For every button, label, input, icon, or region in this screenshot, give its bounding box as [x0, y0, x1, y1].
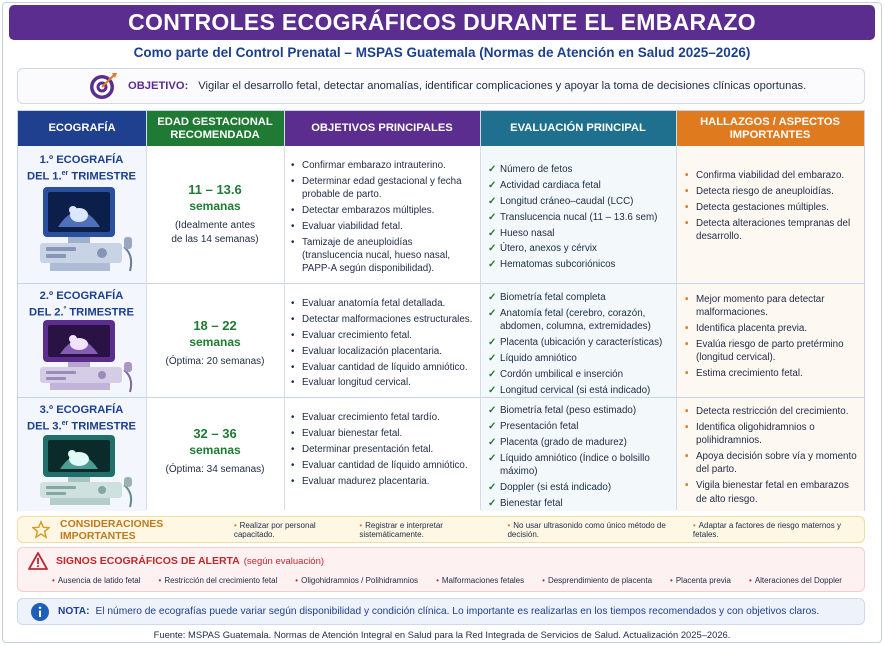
- header-hallazgos-line1: HALLAZGOS / ASPECTOS: [700, 115, 840, 128]
- evaluacion-item: ✓ Líquido amniótico: [488, 352, 672, 365]
- alert-item: [749, 576, 842, 585]
- bullet-icon: •: [158, 576, 162, 585]
- alert-item: [159, 576, 278, 585]
- hallazgo-item: • Mejor momento para detectar malformaciones.: [684, 293, 860, 320]
- ultrasound-machine-icon: [38, 185, 138, 277]
- objetivo-item: • Determinar edad gestacional y fecha probable de parto.: [290, 175, 476, 202]
- consideration-text: Realizar por personal capacitado.: [233, 520, 316, 539]
- col-divider: [480, 111, 481, 510]
- evaluacion-item: ✓ Translucencia nucal (11 – 13.6 sem): [488, 211, 672, 224]
- bullet-icon: •: [507, 520, 511, 530]
- row3-hallazgos-list: [684, 405, 860, 508]
- row2-evaluacion-list: [488, 291, 672, 400]
- row2-weeks: [146, 317, 284, 369]
- row3-weeks-note: (Óptima: 34 semanas): [165, 464, 265, 475]
- row3-title-line1: 3.º ECOGRAFÍA: [39, 404, 124, 416]
- consideration-item: [507, 521, 678, 539]
- alerts-sublabel: (según evaluación): [243, 555, 325, 567]
- bullet-icon: •: [749, 576, 752, 585]
- row2-weeks-range: 18 – 22: [193, 318, 237, 333]
- hallazgo-item: • Detecta gestaciones múltiples.: [684, 201, 860, 214]
- col-divider: [676, 111, 677, 510]
- consideration-item: [234, 521, 346, 539]
- objective-banner: [17, 68, 865, 104]
- consideration-text: No usar ultrasonido como único método de decisión.: [507, 520, 666, 539]
- objetivo-item: • Evaluar longitud cervical.: [290, 376, 476, 389]
- ultrasound-table: [17, 110, 865, 511]
- row-divider: [18, 397, 864, 398]
- header-evaluacion: [480, 111, 676, 146]
- source-citation: Fuente: MSPAS Guatemala. Normas de Atención Integral en Salud para la Red Integrada de Servicios de Salud. Actualización 2025–2026.: [153, 629, 731, 640]
- alert-text: Malformaciones fetales: [441, 576, 525, 585]
- row2-hallazgos-list: [684, 293, 860, 383]
- evaluacion-item: ✓ Biometría fetal completa: [488, 291, 672, 304]
- objective-label: OBJETIVO:: [128, 80, 189, 92]
- row3-title-pre: DEL 3.: [27, 420, 62, 433]
- row3-title: [18, 403, 145, 434]
- row1-title-line2: [18, 167, 145, 184]
- row1-title-post: TRIMESTRE: [68, 170, 136, 183]
- row2-weeks-unit: semanas: [189, 335, 241, 349]
- consideration-item: [359, 521, 493, 539]
- note-text: El número de ecografías puede variar según disponibilidad y condición clínica. Lo importante es realizarlas en los tiempos recomendados y con objetivos claros.: [95, 606, 820, 617]
- alerts-items: [52, 576, 860, 585]
- target-icon: [88, 71, 118, 101]
- bullet-icon: •: [670, 576, 673, 585]
- alerts-label: SIGNOS ECOGRÁFICOS DE ALERTA: [56, 555, 240, 567]
- evaluacion-item: ✓ Placenta (grado de madurez): [488, 436, 672, 449]
- evaluacion-item: ✓ Hueso nasal: [488, 227, 672, 240]
- objetivo-item: • Evaluar crecimiento fetal.: [290, 329, 476, 342]
- hallazgo-item: • Detecta restricción del crecimiento.: [684, 405, 860, 418]
- hallazgo-item: • Confirma viabilidad del embarazo.: [684, 169, 860, 182]
- hallazgo-item: • Detecta riesgo de aneuploidías.: [684, 185, 860, 198]
- bullet-icon: •: [436, 576, 439, 585]
- header-edad-line2: RECOMENDADA: [170, 128, 260, 141]
- row1-weeks-unit: semanas: [189, 199, 241, 213]
- hallazgo-item: • Identifica oligohidramnios o polihidramnios.: [684, 421, 860, 448]
- row3-title-post: TRIMESTRE: [68, 420, 136, 433]
- objetivo-item: • Evaluar crecimiento fetal tardío.: [290, 411, 476, 424]
- objetivo-item: • Evaluar localización placentaria.: [290, 345, 476, 358]
- bullet-icon: •: [542, 576, 545, 585]
- objetivo-item: • Tamizaje de aneuploidías (translucencia nucal, hueso nasal, PAPP-A según disponibilidad).: [290, 236, 476, 276]
- evaluacion-item: ✓ Bienestar fetal: [488, 497, 672, 510]
- row3-title-sup: er: [61, 420, 69, 427]
- row1-title-sup: er: [61, 170, 69, 177]
- objetivo-item: • Evaluar cantidad de líquido amniótico.: [290, 361, 476, 374]
- hallazgo-item: • Evalúa riesgo de parto pretérmino (longitud cervical).: [684, 338, 860, 365]
- objetivo-item: • Determinar presentación fetal.: [290, 443, 476, 456]
- hallazgo-item: • Detecta alteraciones tempranas del desarrollo.: [684, 217, 860, 244]
- row1-hallazgos-list: [684, 169, 860, 246]
- row1-weeks-range: 11 – 13.6: [188, 182, 242, 197]
- note-label: NOTA:: [58, 606, 90, 617]
- objetivo-item: • Evaluar madurez placentaria.: [290, 475, 476, 488]
- objetivo-item: • Detectar embarazos múltiples.: [290, 204, 476, 217]
- row2-title-sup: º: [63, 306, 67, 313]
- evaluacion-item: ✓ Número de fetos: [488, 163, 672, 176]
- row2-title: [18, 289, 145, 320]
- alert-item: [52, 576, 141, 585]
- warning-icon: [28, 552, 48, 570]
- row1-title-line1: 1.º ECOGRAFÍA: [39, 154, 124, 166]
- evaluacion-item: ✓ Presentación fetal: [488, 420, 672, 433]
- row-divider: [18, 283, 864, 284]
- row1-weeks: [146, 181, 284, 247]
- row1-weeks-note: (Idealmente antes de las 14 semanas): [171, 220, 259, 245]
- header-objetivos: [284, 111, 480, 146]
- alert-item: [670, 576, 731, 585]
- consideration-item: [693, 521, 850, 539]
- page-title: CONTROLES ECOGRÁFICOS DURANTE EL EMBARAZO: [9, 5, 875, 40]
- alert-text: Placenta previa: [675, 576, 731, 585]
- row2-objetivos-list: [290, 297, 476, 392]
- row2-title-line1: 2.º ECOGRAFÍA: [39, 290, 124, 302]
- evaluacion-item: ✓ Líquido amniótico (Índice o bolsillo máximo): [488, 452, 672, 479]
- hallazgo-item: • Identifica placenta previa.: [684, 322, 860, 335]
- header-ecografia-label: ECOGRAFÍA: [48, 122, 116, 134]
- header-hallazgos: [676, 111, 864, 146]
- considerations-banner: [17, 516, 865, 543]
- alerts-banner: [17, 547, 865, 592]
- objetivo-item: • Evaluar anatomía fetal detallada.: [290, 297, 476, 310]
- info-icon: [30, 602, 50, 622]
- alert-text: Ausencia de latido fetal: [57, 576, 141, 585]
- evaluacion-item: ✓ Placenta (ubicación y características): [488, 336, 672, 349]
- hallazgo-item: • Estima crecimiento fetal.: [684, 367, 860, 380]
- alert-item: [295, 576, 418, 585]
- row2-weeks-note: (Óptima: 20 semanas): [165, 356, 265, 367]
- evaluacion-item: ✓ Biometría fetal (peso estimado): [488, 404, 672, 417]
- ultrasound-machine-icon: [38, 318, 138, 394]
- row2-title-post: TRIMESTRE: [66, 306, 134, 319]
- objective-text: Vigilar el desarrollo fetal, detectar anomalías, identificar complicaciones y apoyar la toma de decisiones clínicas oportunas.: [198, 80, 807, 92]
- row3-weeks-range: 32 – 36: [193, 426, 237, 441]
- row1-evaluacion-list: [488, 163, 672, 274]
- alert-item: [436, 576, 524, 585]
- bullet-icon: •: [692, 520, 696, 530]
- bullet-icon: •: [359, 520, 363, 530]
- hallazgo-item: • Vigila bienestar fetal en embarazos de alto riesgo.: [684, 479, 860, 506]
- evaluacion-item: ✓ Longitud cráneo–caudal (LCC): [488, 195, 672, 208]
- row3-objetivos-list: [290, 411, 476, 490]
- objetivo-item: • Evaluar bienestar fetal.: [290, 427, 476, 440]
- row3-title-line2: [18, 417, 145, 434]
- consideration-text: Adaptar a factores de riesgo maternos y fetales.: [692, 520, 841, 539]
- row1-title: [18, 153, 145, 184]
- star-icon: [32, 520, 50, 540]
- alerts-header: [28, 552, 324, 570]
- alert-text: Alteraciones del Doppler: [754, 576, 842, 585]
- evaluacion-item: ✓ Cordón umbilical e inserción: [488, 368, 672, 381]
- row2-title-pre: DEL 2.: [29, 306, 64, 319]
- row3-weeks: [146, 425, 284, 477]
- alert-text: Restricción del crecimiento fetal: [164, 576, 278, 585]
- alert-text: Desprendimiento de placenta: [547, 576, 653, 585]
- col-divider: [284, 111, 285, 510]
- hallazgo-item: • Apoya decisión sobre vía y momento del parto.: [684, 450, 860, 477]
- objetivo-item: • Evaluar viabilidad fetal.: [290, 220, 476, 233]
- evaluacion-item: ✓ Útero, anexos y cérvix: [488, 242, 672, 255]
- header-ecografia: [18, 111, 146, 146]
- header-evaluacion-label: EVALUACIÓN PRINCIPAL: [510, 122, 646, 134]
- row1-title-pre: DEL 1.: [27, 170, 62, 183]
- objetivo-item: • Detectar malformaciones estructurales.: [290, 313, 476, 326]
- ultrasound-machine-icon: [38, 433, 138, 509]
- alert-text: Oligohidramnios / Polihidramnios: [301, 576, 419, 585]
- bullet-icon: •: [52, 576, 55, 585]
- evaluacion-item: ✓ Anatomía fetal (cerebro, corazón, abdomen, columna, extremidades): [488, 307, 672, 334]
- evaluacion-item: ✓ Longitud cervical (si está indicado): [488, 384, 672, 397]
- row3-weeks-unit: semanas: [189, 443, 241, 457]
- header-edad-line1: EDAD GESTACIONAL: [157, 115, 273, 128]
- considerations-label: CONSIDERACIONES IMPORTANTES: [60, 517, 164, 542]
- header-edad: [146, 111, 284, 146]
- page-subtitle: Como parte del Control Prenatal – MSPAS Guatemala (Normas de Atención en Salud 2025–2026): [133, 45, 751, 60]
- alert-item: [542, 576, 652, 585]
- objetivo-item: • Confirmar embarazo intrauterino.: [290, 159, 476, 172]
- evaluacion-item: ✓ Hematomas subcoriónicos: [488, 258, 672, 271]
- evaluacion-item: ✓ Doppler (si está indicado): [488, 481, 672, 494]
- row1-objetivos-list: [290, 159, 476, 278]
- header-hallazgos-line2: IMPORTANTES: [729, 128, 811, 141]
- consideration-text: Registrar e interpretar sistemáticamente.: [359, 520, 443, 539]
- evaluacion-item: ✓ Actividad cardiaca fetal: [488, 179, 672, 192]
- bullet-icon: •: [295, 576, 299, 585]
- header-objetivos-label: OBJETIVOS PRINCIPALES: [311, 122, 453, 134]
- considerations-items: [234, 521, 864, 539]
- bullet-icon: •: [233, 520, 237, 530]
- objetivo-item: • Evaluar cantidad de líquido amniótico.: [290, 459, 476, 472]
- row3-evaluacion-list: [488, 404, 672, 513]
- note-banner: [17, 598, 865, 625]
